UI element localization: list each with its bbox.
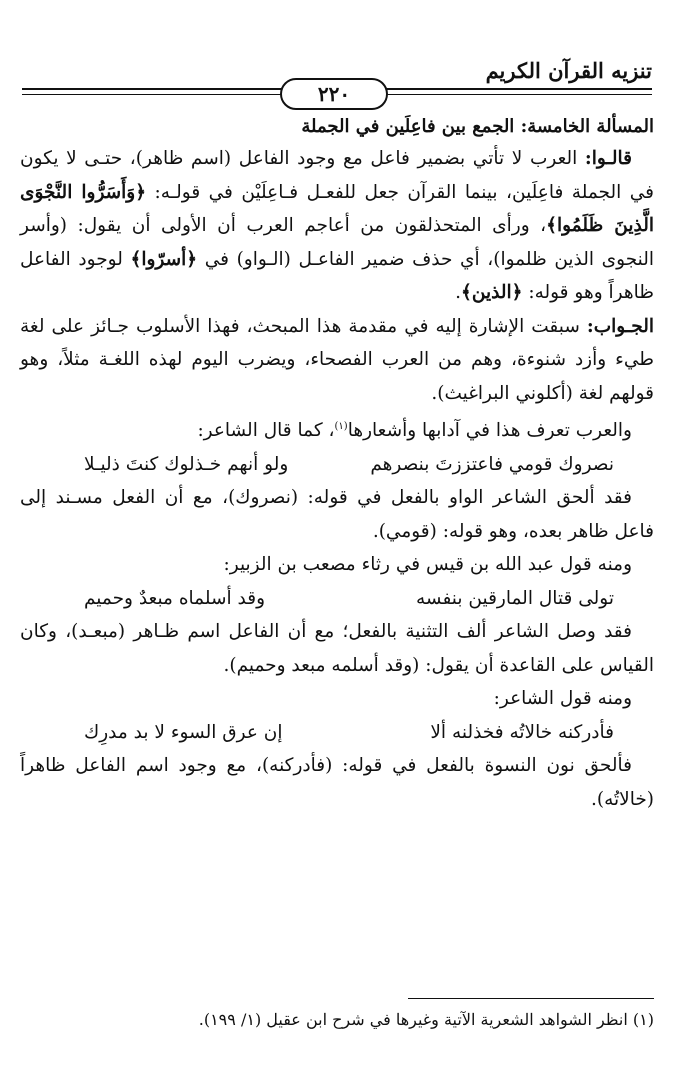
verse-commentary: فقد وصل الشاعر ألف التثنية بالفعل؛ مع أن الفاعل اسم ظـاهر (مبعـد)، وكان القياس على القاعدة أن يقول: (وقد أسلمه مبعد وحميم). — [20, 621, 654, 676]
verse-hemistich-right: نصروك قومي فاعتززتَ بنصرهم — [370, 453, 614, 475]
question-text: العرب لا تأتي بضمير فاعل مع وجود الفاعل (اسم ظاهر)، حتـى لا يكون في الجملة فاعِلَين، بينما القرآن جعل للفعـل فـاعِلَيْن في قولـه: — [20, 148, 654, 203]
verse-line — [20, 716, 654, 750]
quran-quote: ﴿وَأَسَرُّوا النَّجْوَى الَّذِينَ ظَلَمُوا﴾ — [20, 181, 654, 236]
arabs-paragraph — [20, 410, 654, 448]
verse-hemistich-left: ولو أنهم خـذلوك كنتَ ذليـلا — [84, 453, 289, 475]
running-title: تنزيه القرآن الكريم — [485, 58, 652, 83]
verse-line — [20, 448, 654, 482]
question-text-3: لوجود الفاعل ظاهراً وهو قوله: — [20, 248, 654, 303]
verse-hemistich-right: تولى قتال المارقين بنفسه — [416, 587, 614, 609]
footnote-marker: (١) — [334, 421, 348, 432]
answer-paragraph — [20, 310, 654, 411]
quran-quote-3: ﴿الذين﴾ — [461, 282, 523, 303]
verse-hemistich-left: إن عرق السوء لا بد مدرِك — [84, 721, 283, 743]
footnote-rule — [408, 998, 654, 999]
question-text-2: ، ورأى المتحذلقون من أعاجم العرب أن الأولى أن يقول: (وأسر النجوى الذين ظلموا)، أي حذف ضمير الفاعـل (الـواو) في — [20, 215, 654, 270]
arabs-text-2: ، كما قال الشاعر: — [197, 420, 335, 442]
arabs-text: والعرب تعرف هذا في آدابها وأشعارها — [347, 420, 632, 442]
quran-quote-2: ﴿أسرّوا﴾ — [130, 248, 198, 270]
section-heading: المسألة الخامسة: الجمع بين فاعِلَين في الجملة — [301, 116, 654, 137]
page-number: ٢٢٠ — [280, 78, 388, 110]
page-body — [20, 112, 654, 816]
verse-intro: ومنه قول الشاعر: — [493, 688, 632, 710]
verse-line — [20, 582, 654, 616]
question-text-4: . — [455, 282, 462, 303]
footnote: (١) انظر الشواهد الشعرية الآتية وغيرها في شرح ابن عقيل (١/ ١٩٩). — [198, 1010, 654, 1029]
verse-hemistich-left: وقد أسلماه مبعدٌ وحميم — [84, 587, 266, 609]
verse-intro: ومنه قول عبد الله بن قيس في رثاء مصعب بن الزبير: — [223, 554, 632, 576]
verse-commentary: فقد ألحق الشاعر الواو بالفعل في قوله: (نصروك)، مع أن الفعل مسـند إلى فاعل ظاهر بعده، وهو قوله: (قومي). — [20, 487, 654, 542]
question-paragraph — [20, 142, 654, 310]
answer-lead: الجـواب: — [586, 315, 654, 337]
verse-hemistich-right: فأدركنه خالاتُه فخذلنه ألا — [430, 721, 614, 743]
question-lead: قالـوا: — [584, 148, 632, 169]
verse-commentary: فألحق نون النسوة بالفعل في قوله: (فأدركنه)، مع وجود اسم الفاعل ظاهراً (خالاتُه). — [20, 755, 654, 810]
answer-text: سبقت الإشارة إليه في مقدمة هذا المبحث، فهذا الأسلوب جـائز على لغة طيء وأزد شنوءة، وهم من العرب الفصحاء، ويضرب اليوم لهذه اللغـة مثلاً، وهو قولهم لغة (أكلوني البراغيث). — [20, 315, 654, 404]
